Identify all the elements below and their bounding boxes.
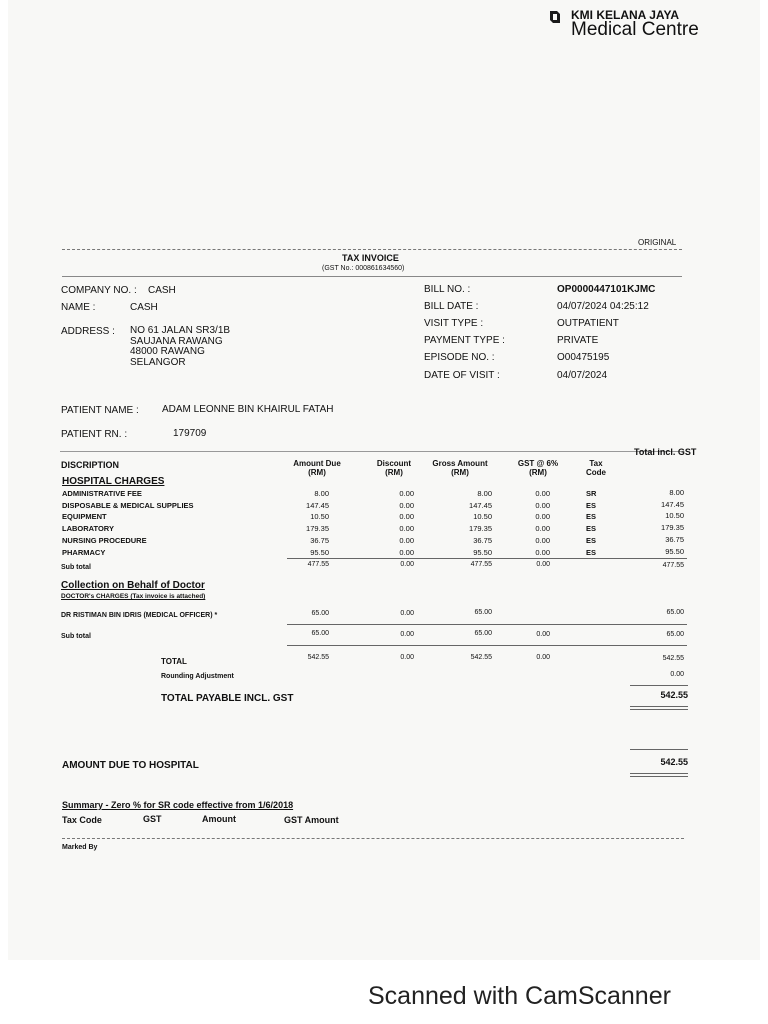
hospital-subtotal-total: 477.55 bbox=[662, 562, 684, 569]
row-discount: 0.00 bbox=[399, 535, 414, 545]
divider bbox=[287, 645, 687, 646]
divider bbox=[60, 451, 684, 452]
header-text: Discount bbox=[376, 459, 412, 468]
divider bbox=[630, 685, 688, 686]
divider bbox=[62, 838, 684, 839]
row-total: 95.50 bbox=[665, 546, 684, 556]
row-gst: 0.00 bbox=[535, 535, 550, 545]
rounding-label: Rounding Adjustment bbox=[161, 673, 234, 680]
row-total: 8.00 bbox=[669, 488, 684, 497]
doctor-subtotal-total: 65.00 bbox=[666, 631, 684, 638]
divider bbox=[287, 624, 687, 625]
row-tax-code: ES bbox=[586, 535, 597, 545]
row-total: 10.50 bbox=[665, 511, 684, 521]
row-amount-due: 10.50 bbox=[310, 512, 329, 522]
header-gross bbox=[424, 459, 496, 477]
patient-rn-label: PATIENT RN. : bbox=[61, 429, 128, 440]
header-text: (RM) bbox=[451, 468, 469, 477]
total-gross: 542.55 bbox=[470, 654, 492, 661]
row-gst: 0.00 bbox=[535, 512, 550, 522]
doctor-subtotal-label: Sub total bbox=[61, 633, 91, 640]
row-tax-code: ES bbox=[586, 524, 597, 534]
divider bbox=[630, 709, 688, 710]
row-gross: 36.75 bbox=[473, 535, 492, 545]
row-discount: 0.00 bbox=[399, 512, 414, 522]
row-description: LABORATORY bbox=[62, 524, 114, 534]
episode-label: EPISODE NO. : bbox=[424, 352, 495, 363]
divider bbox=[630, 749, 688, 750]
episode-value: O00475195 bbox=[557, 352, 610, 363]
summary-title: Summary - Zero % for SR code effective from 1/6/2018 bbox=[62, 800, 294, 810]
hospital-subtotal-gross: 477.55 bbox=[470, 561, 492, 568]
doctor-row-discount: 0.00 bbox=[400, 610, 414, 617]
visit-date-value: 04/07/2024 bbox=[557, 370, 608, 381]
visit-date-label: DATE OF VISIT : bbox=[424, 370, 500, 381]
doctor-row-total: 65.00 bbox=[666, 609, 684, 616]
camscanner-watermark: Scanned with CamScanner bbox=[368, 982, 671, 1010]
address-block bbox=[130, 326, 230, 368]
bill-date-label: BILL DATE : bbox=[424, 301, 479, 312]
doctor-row-gross: 65.00 bbox=[474, 609, 492, 616]
divider bbox=[630, 776, 688, 777]
header-text: Amount Due bbox=[293, 459, 341, 468]
header-text: (RM) bbox=[308, 468, 326, 477]
address-line: NO 61 JALAN SR3/1B bbox=[130, 325, 231, 336]
total-payable-label: TOTAL PAYABLE INCL. GST bbox=[161, 693, 294, 704]
row-amount-due: 147.45 bbox=[306, 500, 329, 510]
row-amount-due: 36.75 bbox=[310, 535, 329, 545]
row-gst: 0.00 bbox=[535, 489, 550, 498]
payment-type-label: PAYMENT TYPE : bbox=[424, 335, 505, 346]
row-gross: 95.50 bbox=[473, 547, 492, 557]
header-gst bbox=[506, 459, 570, 477]
header-amount-due bbox=[285, 459, 349, 477]
divider bbox=[62, 249, 682, 250]
header-text: GST @ 6% bbox=[517, 459, 559, 468]
header-description: DISCRIPTION bbox=[61, 460, 120, 470]
patient-rn-value: 179709 bbox=[173, 428, 207, 439]
row-gross: 147.45 bbox=[469, 500, 492, 510]
row-description: EQUIPMENT bbox=[62, 512, 107, 522]
gst-number: (GST No.: 000861634560) bbox=[322, 265, 405, 272]
summary-header-amount: Amount bbox=[202, 814, 236, 824]
doctor-row-amount: 65.00 bbox=[311, 610, 329, 617]
row-tax-code: ES bbox=[586, 512, 597, 522]
total-gst: 0.00 bbox=[536, 654, 550, 661]
header-text: Code bbox=[586, 468, 606, 477]
total-payable-value: 542.55 bbox=[660, 690, 688, 700]
doctor-subtotal-gross: 65.00 bbox=[474, 630, 492, 637]
address-line: SELANGOR bbox=[130, 356, 186, 368]
bill-no-label: BILL NO. : bbox=[424, 284, 471, 295]
company-label: COMPANY NO. : bbox=[61, 285, 137, 296]
marked-by-label: Marked By bbox=[62, 844, 98, 851]
doctor-row-description: DR RISTIMAN BIN IDRIS (MEDICAL OFFICER) * bbox=[61, 612, 218, 619]
payment-type-value: PRIVATE bbox=[557, 335, 599, 346]
doctor-heading: Collection on Behalf of Doctor bbox=[61, 580, 205, 591]
kmi-logo-icon bbox=[548, 10, 562, 24]
row-description: PHARMACY bbox=[62, 547, 106, 557]
total-amount: 542.55 bbox=[307, 654, 329, 661]
copy-label: ORIGINAL bbox=[638, 238, 677, 247]
header-text: Tax bbox=[589, 459, 603, 468]
row-total: 36.75 bbox=[665, 534, 684, 544]
row-tax-code: ES bbox=[586, 500, 597, 510]
total-label: TOTAL bbox=[161, 657, 187, 666]
header-text: (RM) bbox=[385, 468, 403, 477]
row-amount-due: 95.50 bbox=[310, 547, 329, 557]
header-tax-code bbox=[578, 459, 614, 477]
visit-type-label: VISIT TYPE : bbox=[424, 318, 484, 329]
row-gst: 0.00 bbox=[535, 547, 550, 557]
header-total: Total incl. GST bbox=[634, 447, 697, 457]
row-description: ADMINISTRATIVE FEE bbox=[62, 489, 142, 498]
header-text: Gross Amount bbox=[432, 459, 488, 468]
address-line: SAUJANA RAWANG bbox=[130, 335, 223, 347]
rounding-value: 0.00 bbox=[670, 671, 684, 678]
logo-name: Medical Centre bbox=[571, 19, 699, 40]
doctor-subtotal-amount: 65.00 bbox=[311, 630, 329, 637]
row-description: DISPOSABLE & MEDICAL SUPPLIES bbox=[62, 500, 194, 510]
patient-name-value: ADAM LEONNE BIN KHAIRUL FATAH bbox=[162, 404, 334, 415]
summary-header-gst-amount: GST Amount bbox=[284, 815, 339, 825]
row-total: 147.45 bbox=[661, 499, 684, 509]
row-tax-code: ES bbox=[586, 547, 597, 557]
summary-header-gst: GST bbox=[143, 814, 162, 824]
total-incl-gst: 542.55 bbox=[662, 655, 684, 662]
hospital-charges-heading: HOSPITAL CHARGES bbox=[62, 476, 165, 487]
doctor-note: DOCTOR's CHARGES (Tax invoice is attached) bbox=[61, 593, 206, 600]
row-discount: 0.00 bbox=[399, 524, 414, 534]
row-gst: 0.00 bbox=[535, 524, 550, 534]
hospital-subtotal-amount: 477.55 bbox=[307, 561, 329, 568]
address-line: 48000 RAWANG bbox=[130, 346, 205, 357]
bill-date-value: 04/07/2024 04:25:12 bbox=[557, 301, 649, 312]
row-amount-due: 179.35 bbox=[306, 524, 329, 534]
amount-due-value: 542.55 bbox=[660, 757, 688, 767]
hospital-subtotal-label: Sub total bbox=[61, 564, 91, 571]
divider bbox=[630, 773, 688, 774]
row-gross: 179.35 bbox=[469, 524, 492, 534]
divider bbox=[62, 276, 682, 277]
company-value: CASH bbox=[148, 285, 176, 296]
hospital-subtotal-discount: 0.00 bbox=[400, 561, 414, 568]
summary-header-tax-code: Tax Code bbox=[62, 815, 102, 825]
row-description: NURSING PROCEDURE bbox=[62, 535, 147, 545]
divider bbox=[287, 558, 687, 559]
row-discount: 0.00 bbox=[399, 489, 414, 498]
row-total: 179.35 bbox=[661, 523, 684, 533]
name-label: NAME : bbox=[61, 302, 96, 313]
row-discount: 0.00 bbox=[399, 500, 414, 510]
invoice-title: TAX INVOICE bbox=[342, 253, 399, 263]
header-discount bbox=[366, 459, 422, 477]
bill-no-value: OP0000447101KJMC bbox=[557, 284, 656, 295]
amount-due-label: AMOUNT DUE TO HOSPITAL bbox=[62, 760, 199, 771]
logo-brand: KMI KELANA JAYA bbox=[571, 8, 680, 22]
row-tax-code: SR bbox=[586, 489, 597, 498]
name-value: CASH bbox=[130, 302, 158, 313]
doctor-subtotal-discount: 0.00 bbox=[400, 631, 414, 638]
doctor-subtotal-gst: 0.00 bbox=[536, 631, 550, 638]
row-gst: 0.00 bbox=[535, 500, 550, 510]
patient-name-label: PATIENT NAME : bbox=[61, 405, 139, 416]
row-gross: 8.00 bbox=[477, 489, 492, 498]
visit-type-value: OUTPATIENT bbox=[557, 318, 619, 329]
total-discount: 0.00 bbox=[400, 654, 414, 661]
header-text: (RM) bbox=[529, 468, 547, 477]
row-discount: 0.00 bbox=[399, 547, 414, 557]
hospital-subtotal-gst: 0.00 bbox=[536, 561, 550, 568]
row-gross: 10.50 bbox=[473, 512, 492, 522]
divider bbox=[630, 706, 688, 707]
address-label: ADDRESS : bbox=[61, 326, 115, 337]
row-amount-due: 8.00 bbox=[314, 489, 329, 498]
